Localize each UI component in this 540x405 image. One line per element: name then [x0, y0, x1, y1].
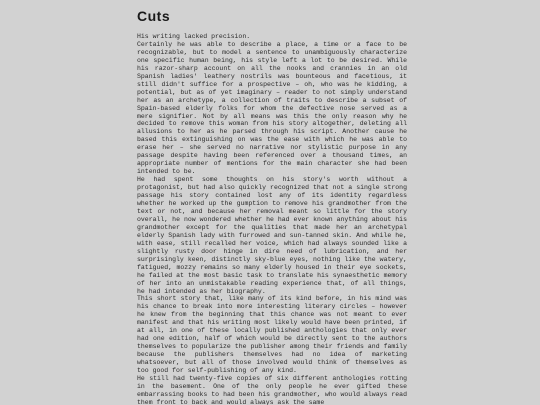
paragraph: This short story that, like many of its kind before, in his mind was his chance to break into more interesting literary circles – however he knew from the beginning that this chance was not meant to ever manifest and that his writing most likely would have been printed, if at all, in one of these locally published anthologies that only ever had one edition, half of which would be directly sent to the authors themselves to popularize the publisher among their friends and family because the publishers themselves had no idea of marketing whatsoever, but all of those involved would think of themselves as too good for self-publishing of any kind. — [137, 295, 407, 375]
document-title: Cuts — [137, 8, 171, 24]
document-body — [137, 33, 407, 405]
paragraph: Certainly he was able to describe a place, a time or a face to be recognizable, but to model a sentence to unambiguously characterize one specific human being, his style left a lot to be desired. While his razor-sharp account on all the nooks and crannies in an old Spanish ladies' leathery nostrils was bounteous and facetious, it still didn't suffice for a prospective – oh, who was he kidding, a potential, but as of yet imaginary – reader to not simply understand her as an archetype, a collection of traits to describe a subset of Spain-based elderly folks for whom the defective nose served as a mere signifier. Not by all means was this the only reason why he decided to remove this woman from his story altogether, deleting all allusions to her as he parsed through his script. Another cause he based this extinguishing on was the ease with which he was able to erase her – she served no narrative nor stylistic purpose in any passage despite having been referenced over a thousand times, an appropriate number of mentions for the main character she had been intended to be. — [137, 40, 407, 176]
paragraph: He still had twenty-five copies of six different anthologies rotting in the basement. One of the only people he ever gifted these embarrassing books to had been his grandmother, who would always read them front to back and would always ask the same — [137, 374, 407, 405]
paragraph: He had spent some thoughts on his story's worth without a protagonist, but had also quickly recognized that not a single strong passage his story contained lost any of its identity regardless whether he worked up the gumption to remove his grandmother from the text or not, and because her removal meant so little for the story overall, he now wondered whether he had ever known anything about his grandmother except for the qualities that made her an archetypal elderly Spanish lady with furrowed and sun-tanned skin. And while he, with ease, still recalled her voice, which had always sounded like a slightly rusty door hinge in dire need of lubrication, and her surprisingly keen, distinctly sky-blue eyes, nothing like the watery, fatigued, mozzy remains so many elderly housed in their eye sockets, he failed at the most basic task to translate his synaesthetic memory of her into an unmistakable reading experience that, of all things, he had intended as her biography. — [137, 176, 407, 295]
paragraph: His writing lacked precision. — [137, 33, 251, 40]
